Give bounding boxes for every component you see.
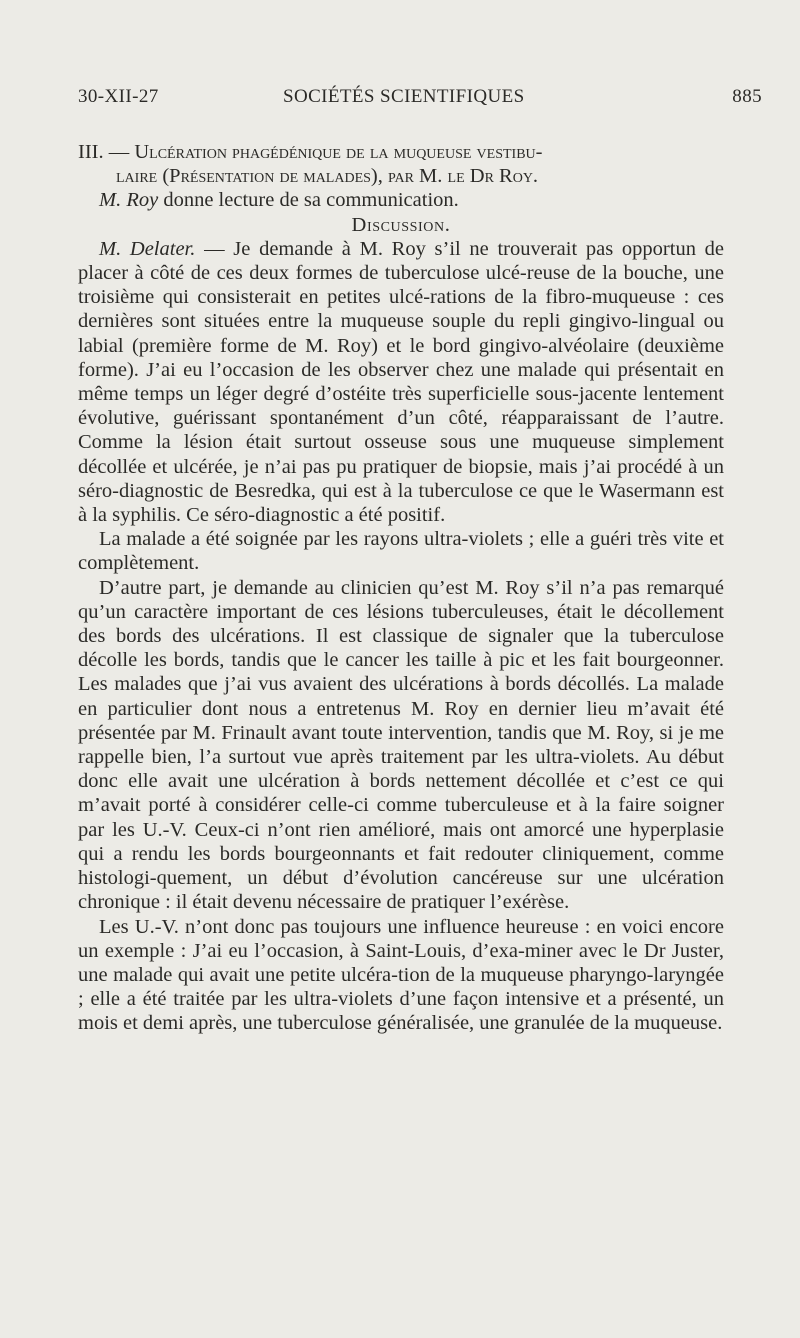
running-header [78,86,770,116]
page-number: 885 [732,86,762,107]
article-body [78,140,724,1036]
paragraph [78,237,724,527]
discussion-heading: Discussion. [351,213,451,236]
header-section-title: SOCIÉTÉS SCIENTIFIQUES [283,86,525,107]
intro-paragraph [78,188,724,212]
speaker-name: M. Delater. [99,237,196,260]
paragraph: Les U.-V. n’ont donc pas toujours une influence heureuse : en voici encore un exemple : J’ai eu l’occasion, à Saint-Louis, d’exa-miner avec le Dr Juster, une malade qui avait une petite ulcéra-tion de la muqueuse pharyngo-laryngée ; elle a été traitée par les ultra-violets d’une façon intensive et a présenté, un mois et demi après, une tuberculose généralisée, une granulée de la muqueuse. [78,915,724,1035]
paragraph: D’autre part, je demande au clinicien qu’est M. Roy s’il n’a pas remarqué qu’un caractère important de ces lésions tuberculeuses, était le décollement des bords des ulcérations. Il est classique de signaler que la tuberculose décolle les bords, tandis que le cancer les taille à pic et les fait bourgeonner. Les malades que j’ai vus avaient des ulcérations à bords décollés. La malade en particulier dont nous a entretenus M. Roy en dernier lieu m’avait été présentée par M. Frinault avant toute intervention, tandis que M. Roy, si je me rappelle bien, l’a surtout vue après traitement par les ultra-violets. Au début donc elle avait une ulcération à bords nettement décollée et c’est ce qui m’avait porté à considérer celle-ci comme tuberculeuse et à la faire soigner par les U.-V. Ceux-ci n’ont rien amélioré, mais ont amorcé une hyperplasie qui a rendu les bords bourgeonnants et fait redouter cliniquement, comme histologi-quement, un début d’évolution cancéreuse sur une ulcération chronique : il était devenu nécessaire de pratiquer l’exérèse. [78,576,724,914]
intro-text: donne lecture de sa communication. [158,189,459,212]
paragraph-text: — Je demande à M. Roy s’il ne trouverait pas opportun de placer à côté de ces deux formes de tuberculose ulcé-reuse de la bouche, une troisième qui consisterait en petites ulcé-rations de la fibro-muqueuse : ces dernières sont situées entre la muqueuse souple du repli gingivo-lingual ou labial (première forme de M. Roy) et le bord gingivo-alvéolaire (deuxième forme). J’ai eu l’occasion de les observer chez une malade qui présentait en même temps un léger degré d’ostéite très superficielle sous-jacente lentement évolutive, guérissant spontanément d’un côté, réapparaissant de l’autre. Comme la lésion était surtout osseuse sous une muqueuse simplement décollée et ulcérée, je n’ai pas pu pratiquer de biopsie, mais j’ai procédé à un séro-diagnostic de Besredka, qui est à la tuberculose ce que le Wasermann est à la syphilis. Ce séro-diagnostic a été positif. [78,237,724,527]
paragraph: La malade a été soignée par les rayons ultra-violets ; elle a guéri très vite et complètement. [78,528,724,575]
section-title [78,140,724,188]
header-date: 30-XII-27 [78,86,159,107]
section-title-line-2: laire (Présentation de malades), par M. le Dr Roy. [116,165,539,188]
section-title-line-1: III. — Ulcération phagédénique de la muqueuse vestibu- [78,141,543,163]
speaker-name: M. Roy [99,189,159,212]
